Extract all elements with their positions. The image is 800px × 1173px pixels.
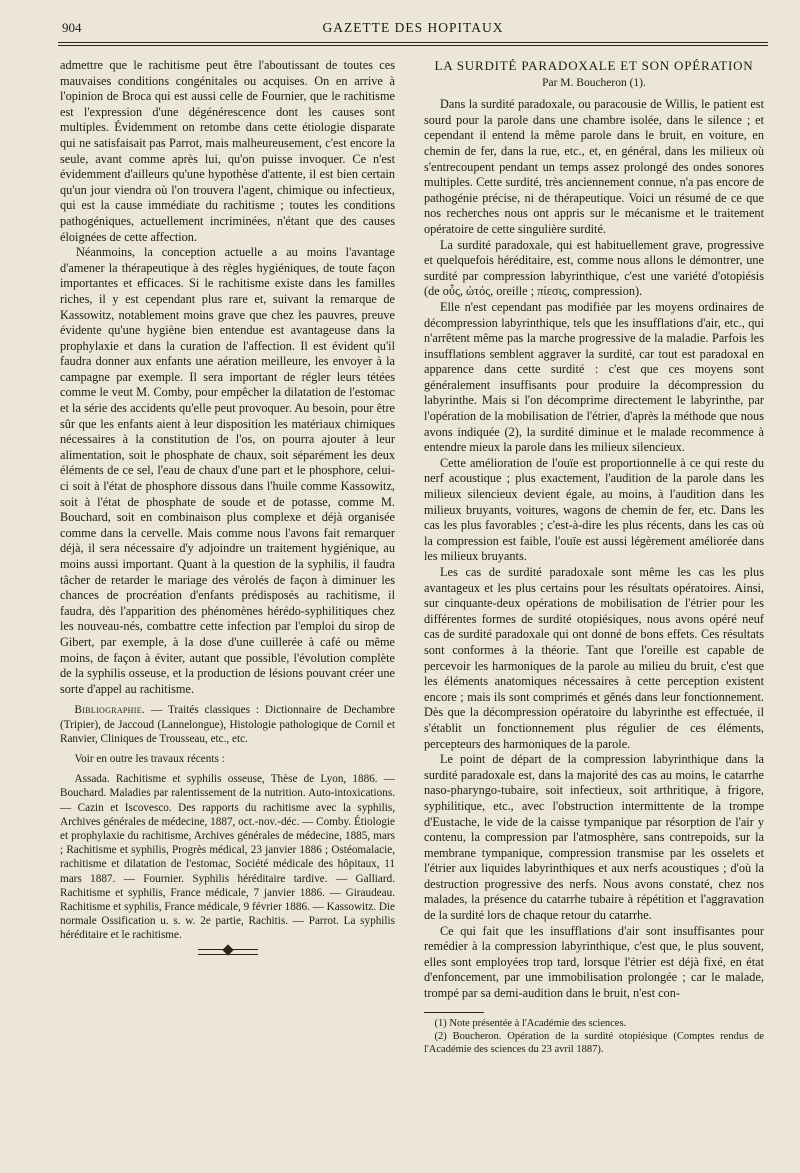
right-column xyxy=(424,58,764,1056)
bibliography-classics: — Traités classiques : Dictionnaire de Dechambre (Tripier), de Jaccoud (Lannelongue), Histologie pathologique de Cornil et Ranvier, Cliniques de Trousseau, etc., etc. xyxy=(60,704,395,745)
footnote-rule xyxy=(424,1012,484,1013)
running-title: GAZETTE DES HOPITAUX xyxy=(322,20,504,35)
paragraph: Ce qui fait que les insufflations d'air sont insuffisantes pour remédier à la compression labyrinthique, c'est que, le plus souvent, elles sont employées trop tard, lorsque l'étrier est déjà fixé, en état d'enfoncement, par une immobilisation prolongée ; car le malade, trompé par sa demi-audition dans le bruit, n'est con- xyxy=(424,923,764,1001)
article-author: Par M. Boucheron (1). xyxy=(542,76,646,89)
paragraph: Cette amélioration de l'ouïe est proportionnelle à ce qui reste du nerf acoustique ; plus exactement, l'audition de la parole dans les milieux silencieux devient égale, au moins, à l'audition dans les milieux bruyants, voitures, wagons de chemin de fer, etc. Dans les cas les plus favorables ; c'est-à-dire les plus récents, dans les cas où la compression est faible, l'ouïe est aussi légèrement améliorée dans les milieux bruyants. xyxy=(424,455,764,564)
header-rule-bottom xyxy=(58,45,768,46)
end-ornament xyxy=(198,949,258,955)
page-header xyxy=(58,14,768,36)
bibliography-references: Assada. Rachitisme et syphilis osseuse, Thèse de Lyon, 1886. — Bouchard. Maladies par ralentissement de la nutrition. Auto-intoxications. — Cazin et Iscovesco. Des rapports du rachitisme avec la syphilis, Archives générales de médecine, 1887, oct.-nov.-déc. — Comby. Étiologie et prophylaxie du rachitisme, Archives générales de médecine, 1885, mars ; Rachitisme et syphilis, Progrès médical, 23 janvier 1886 ; Ostéomalacie, rachitisme et dilatation de l'estomac, Société médicale des hôpitaux, 11 mars 1887. — Fournier. Syphilis héréditaire tardive. — Galliard. Rachitisme et syphilis, France médicale, 7 janvier 1886. — Giraudeau. Rachitisme et syphilis, France médicale, 9 février 1886. — Kassowitz. Die normale Ossification u. s. w. 2e partie, Rachitis. — Parrot. La syphilis héréditaire et le rachitisme. xyxy=(60,773,395,942)
paragraph: admettre que le rachitisme peut être l'aboutissant de toutes ces mauvaises conditions congénitales ou acquises. On en arrive à l'opinion de Broca qui est aussi celle de Fournier, que le rachitisme est l'expression d'une dégénérescence dont les causes sont multiples. Évidemment on retombe dans cette étiologie disparate qui ne satisfaisait pas Parrot, mais malheureusement, c'est encore la seule, avant comme après lui, qu'on puisse invoquer. Ce n'est évidemment d'ailleurs qu'une hypothèse d'attente, il est bien certain qu'un jour viendra où l'on trouvera l'agent, chimique ou infectieux, qui est la cause immédiate du rachitisme ; toutes les conditions pathogéniques, actuellement incriminées, n'étant que des causes éloignées de cette affection. xyxy=(60,58,395,244)
bibliography xyxy=(60,703,395,746)
bibliography-intro: Voir en outre les travaux récents : xyxy=(74,752,225,765)
paragraph: La surdité paradoxale, qui est habituellement grave, progressive et quelquefois héréditaire, est, comme nous allons le démontrer, une surdité par compression labyrinthique, c'est une variété d'otopiésis (de οὖς, ὠτός, oreille ; πίεσις, compression). xyxy=(424,237,764,299)
paragraph: Dans la surdité paradoxale, ou paracousie de Willis, le patient est sourd pour la parole dans une chambre isolée, dans le silence ; et cependant il entend la même parole dans le bruit, en voiture, en chemin de fer, dans la rue, etc., et, en général, dans les milieux où s'entrecoupent pendant un temps assez prolongé des ondes sonores multiples. Cette surdité, très anciennement connue, n'a pas encore de pathogénie précise, ni de thérapeutique. Voici un résumé de ce que nos recherches nous ont appris sur le mécanisme et le traitement opératoire de cette singulière surdité. xyxy=(424,97,764,236)
page-number: 904 xyxy=(62,20,82,35)
left-column xyxy=(60,58,395,955)
article-title: LA SURDITÉ PARADOXALE ET SON OPÉRATION xyxy=(434,58,754,73)
footnote: (1) Note présentée à l'Académie des sciences. xyxy=(434,1017,627,1029)
header-rule-top xyxy=(58,42,768,43)
paragraph: Elle n'est cependant pas modifiée par les moyens ordinaires de décompression labyrinthique, tels que les insufflations d'air, etc., qui n'arrêtent même pas la marche progressive de la maladie. Parfois les insufflations semblent aggraver la surdité, car tout est paradoxal en apparence dans cette surdité : c'est que ces moyens sont généralement insuffisants pour produire la décompression du labyrinthe. Mais si l'on décomprime directement le labyrinthe, par l'opération de la mobilisation de l'étrier, d'après la méthode que nous avons indiquée (2), la surdité diminue et le malade recommence à entendre mieux la parole dans les milieux silencieux. xyxy=(424,299,764,455)
paragraph: Néanmoins, la conception actuelle a au moins l'avantage d'amener la thérapeutique à des règles hygiéniques, de toute façon importantes et efficaces. Si le rachitisme existe dans les familles riches, il y est cependant plus rare et, suivant la remarque de Kassowitz, notablement moins grave que chez les pauvres, preuve évidente qu'une hygiène bien entendue est avantageuse dans la prophylaxie et dans la curation de l'affection. Il est évident qu'il faudra donner aux enfants une aération meilleure, les envoyer à la campagne par exemple. Il sera important de régler leurs tétées comme le veut M. Comby, pour empêcher la dilatation de l'estomac et la série des accidents qu'elle peut provoquer. Au besoin, pour être sûr que les enfants aient à leur disposition les matériaux chimiques nécessaires à la constitution de l'os, on pourra ajouter à leur alimentation, soit le phosphate de chaux, soit séparément les deux éléments de ce sel, l'eau de chaux d'une part et le phosphore, celui-ci soit à l'état de phosphore dissous dans l'huile comme Kassowitz, soit à l'état de phosphate de soude et de potasse, comme M. Bouchard, soit en combinaison plus complexe et déjà organisée comme dans la cervelle. Mais comme nous l'avons fait remarquer déjà, il sera nécessaire d'y adjoindre un traitement hygiénique, au moins aussi important. Quant à la question de la syphilis, il faudra tâcher de retarder le mariage des vérolés de façon à diminuer les chances de procréation d'enfants prédisposés au rachitisme, il faudra, dès l'apparition des phénomènes hérédo-syphilitiques chez les nouveau-nés, combattre cette infection par l'emploi du sirop de Gibert, par exemple, à la dose d'une cuillerée à café ou même moins, de façon à éviter, autant que possible, l'évolution complète de la syphilis osseuse, et la production de lésions pouvant créer une sorte d'appel au rachitisme. xyxy=(60,245,395,696)
footnote: (2) Boucheron. Opération de la surdité otopiésique (Comptes rendus de l'Académie des sciences du 23 avril 1887). xyxy=(424,1030,764,1055)
paragraph: Les cas de surdité paradoxale sont même les cas les plus avantageux et les plus certains pour les résultats opératoires. Ainsi, sur cinquante-deux opérations de mobilisation de l'étrier pour les différentes formes de surdité otopiésiques, nous avons opéré neuf cas de surdité paradoxale qui ont donné de bons effets. Ces résultats sont conformes à la théorie. Tant que l'oreille est capable de percevoir les harmoniques de la parole au milieu du bruit, c'est que les éléments anatomiques nécessaires à cette perception existent encore ; mais ils sont comprimés et gênés dans leur fonctionnement. Dès que la décompression opératoire du labyrinthe est effectuée, il s'établit un fonctionnement plus régulier de ces éléments, percepteurs des harmoniques de la parole. xyxy=(424,565,764,751)
paragraph: Le point de départ de la compression labyrinthique dans la surdité paradoxale est, dans la majorité des cas au moins, le catarrhe naso-pharyngo-tubaire, soit infectieux, soit arthritique, à frigore, syphilitique, etc., avec l'obstruction intermittente de la trompe d'Eustache, le vide de la caisse tympanique par résorption de l'air y contenu, la compression par l'atmosphère, sans contrepoids, sur la membrane tympanique, compression transmise par les osselets et l'étrier aux liquides labyrinthiques et aux nerfs acoustiques ; d'où la destruction progressive des nerfs. Nous avons constaté, chez nos malades, la présence du catarrhe tubaire à répétition et l'aggravation de la surdité lors de chaque retour du catarrhe. xyxy=(424,752,764,923)
bibliography-label: Bibliographie. xyxy=(74,704,146,717)
